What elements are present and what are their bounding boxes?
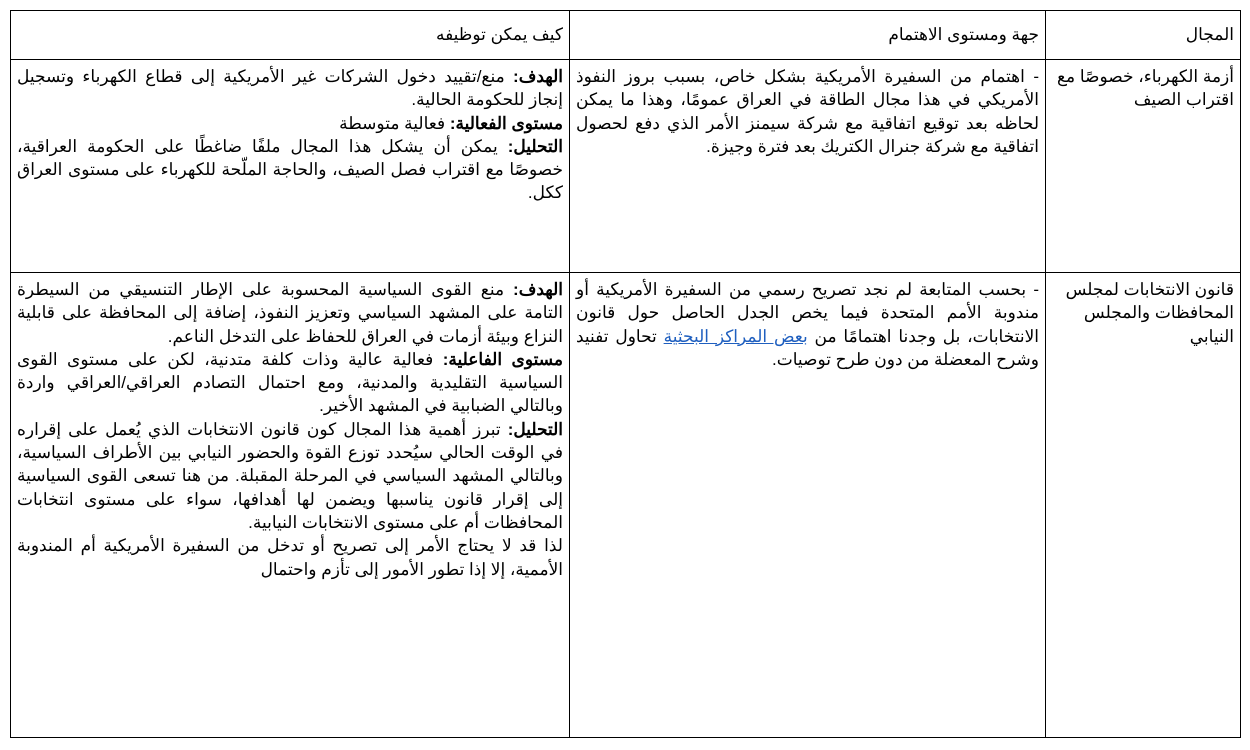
cell-party: - اهتمام من السفيرة الأمريكية بشكل خاص، بسبب بروز النفوذ الأمريكي في هذا مجال الطاقة في العراق عمومًا، وهذا ما يمكن لحاظه بعد توقيع اتفاقية مع شركة سيمنز الأمر الذي دفع لحصول اتفاقية مع شركة جنرال الكتريك بعد فترة وجيزة. bbox=[570, 60, 1046, 273]
cell-usage bbox=[11, 273, 570, 738]
goal-paragraph bbox=[17, 278, 563, 348]
goal-label: الهدف: bbox=[513, 67, 563, 86]
party-text-end: تحاول تفنيد وشرح المعضلة من دون طرح توصيات. bbox=[576, 326, 1039, 369]
analysis-table bbox=[10, 10, 1241, 738]
analysis-label: التحليل: bbox=[507, 419, 563, 439]
analysis-text: تبرز أهمية هذا المجال كون قانون الانتخابات الذي يُعمل على إقراره في الوقت الحالي سيُحدد توزع القوة والحضور النيابي بين الأطراف السياسية، وبالتالي المشهد السياسي في المرحلة المقبلة. من هنا تسعى القوى السياسية إلى إقرار قانون يناسبها ويضمن لها أهدافها، سواء على مستوى انتخابات المحافظات أم على مستوى الانتخابات النيابية. bbox=[17, 419, 563, 532]
goal-text: منع القوى السياسية المحسوبة على الإطار التنسيقي من السيطرة التامة على المشهد السياسي وتعزيز النفوذ، إضافة إلى المحافظة على قابلية النزاع وبيئة أزمات في العراق للحفاظ على التدخل الناعم. bbox=[17, 280, 563, 346]
effectiveness-label: مستوى الفاعلية: bbox=[442, 349, 564, 369]
goal-label: الهدف: bbox=[513, 280, 563, 299]
table-row bbox=[11, 273, 1241, 738]
effectiveness-text: فعالية عالية وذات كلفة متدنية، لكن على مستوى القوى السياسية التقليدية والمدنية، ومع احتمال التصادم العراقي/العراقي واردة وبالتالي الضبابية في المشهد الأخير. bbox=[17, 349, 563, 416]
header-usage: كيف يمكن توظيفه bbox=[11, 11, 570, 60]
research-centers-link[interactable]: بعض المراكز البحثية bbox=[663, 326, 808, 346]
cell-usage bbox=[11, 60, 570, 273]
table-row bbox=[11, 60, 1241, 273]
analysis-label: التحليل: bbox=[507, 136, 564, 156]
analysis-paragraph bbox=[17, 135, 563, 205]
header-party: جهة ومستوى الاهتمام bbox=[570, 11, 1046, 60]
header-domain: المجال bbox=[1046, 11, 1241, 60]
effectiveness-text: فعالية متوسطة bbox=[339, 113, 450, 133]
party-text: - بحسب المتابعة لم نجد تصريح رسمي من السفيرة الأمريكية أو مندوبة الأمم المتحدة فيما يخص الجدل الحاصل حول قانون الانتخابات، بل وجدنا اهتمامًا من bbox=[576, 280, 1039, 346]
cell-domain: قانون الانتخابات لمجلس المحافظات والمجلس النيابي bbox=[1046, 273, 1241, 738]
effectiveness-label: مستوى الفعالية: bbox=[449, 113, 563, 133]
header-row bbox=[11, 11, 1241, 60]
goal-text: منع/تقييد دخول الشركات غير الأمريكية إلى قطاع الكهرباء وتسجيل إنجاز للحكومة الحالية. bbox=[17, 67, 563, 110]
cell-party bbox=[570, 273, 1046, 738]
effectiveness-paragraph bbox=[17, 112, 563, 135]
analysis-paragraph bbox=[17, 418, 563, 534]
extra-paragraph: لذا قد لا يحتاج الأمر إلى تصريح أو تدخل من السفيرة الأمريكية أم المندوبة الأممية، إلا إذا تطور الأمور إلى تأزم واحتمال bbox=[17, 536, 563, 579]
effectiveness-paragraph bbox=[17, 348, 563, 418]
analysis-text: يمكن أن يشكل هذا المجال ملفًا ضاغطًا على الحكومة العراقية، خصوصًا مع اقتراب فصل الصيف، والحاجة الملّحة للكهرباء على مستوى العراق ككل. bbox=[17, 136, 563, 203]
cell-domain: أزمة الكهرباء، خصوصًا مع اقتراب الصيف bbox=[1046, 60, 1241, 273]
goal-paragraph bbox=[17, 65, 563, 112]
